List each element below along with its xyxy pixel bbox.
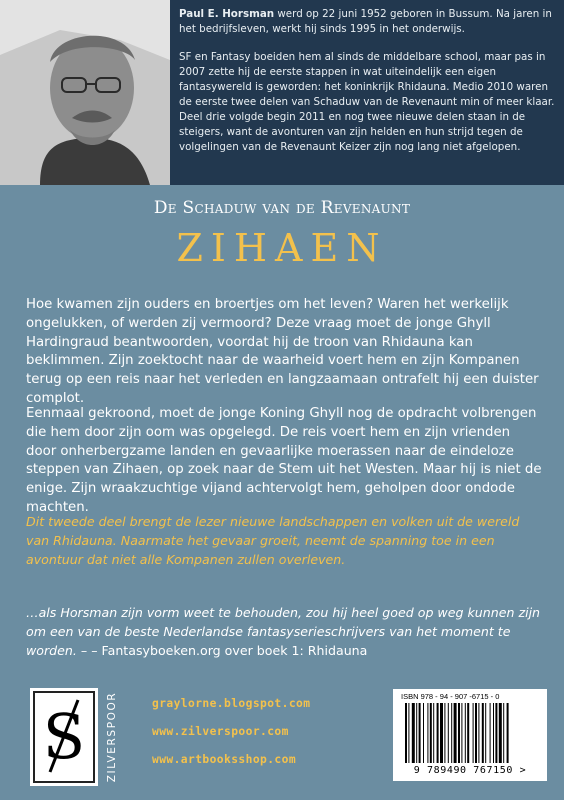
author-name: Paul E. Horsman xyxy=(179,8,275,20)
isbn-barcode-box xyxy=(393,689,547,781)
blurb-paragraph-1: Hoe kwamen zijn ouders en broertjes om het leven? Waren het werkelijk ongelukken, of werden zij vermoord? Deze vraag moet de jonge Ghyll Hardingraud beantwoorden, voordat hij de troon van Rhidauna kan beklimmen. Zijn zoektocht naar de waarheid voert hem en zijn Kompanen terug op een reis naar het verleden en langzaamaan ontrafelt hij een duister complot. xyxy=(26,297,539,406)
blurb-teaser: Dit tweede deel brengt de lezer nieuwe landschappen en volken uit de wereld van Rhidauna. Naarmate het gevaar groeit, neemt de spanning toe in een avontuur dat niet alle Kompanen zullen overleven. xyxy=(26,514,520,567)
barcode-digits: 9 789490 767150 > xyxy=(413,765,527,776)
blurb-paragraph-2: Eenmaal gekroond, moet de jonge Koning Ghyll nog de opdracht volbrengen die hem door zijn oom was opgelegd. De reis voert hem en zijn vrienden door onherbergzame landen en gevaarlijke moerassen naar de eindeloze steppen van Zihaen, op zoek naar de Stem uit het Westen. Maar hij is niet de enige. Zijn wraakzuchtige vijand achtervolgt hem, geholpen door ondode machten. xyxy=(26,406,542,515)
book-title: ZIHAEN xyxy=(176,226,388,270)
author-bio xyxy=(179,7,557,168)
review-quote xyxy=(26,604,542,660)
author-portrait-image xyxy=(0,0,170,185)
bio-paragraph-1-text: werd op 22 juni 1952 geboren in Bussum. Na jaren in het bedrijfsleven, werkt hij sinds 1995 in het onderwijs. xyxy=(179,8,552,35)
author-photo xyxy=(0,0,170,185)
isbn-label: ISBN 978 - 94 - 907 -6715 - 0 xyxy=(401,692,500,701)
review-quote-source: – – Fantasyboeken.org over boek 1: Rhidauna xyxy=(76,642,368,658)
publisher-name-text: ZILVERSPOOR xyxy=(106,691,118,783)
url-publisher[interactable]: www.zilverspoor.com xyxy=(152,725,289,738)
url-shop[interactable]: www.artbooksshop.com xyxy=(152,753,297,766)
series-title: De Schaduw van de Revenaunt xyxy=(153,198,411,218)
author-bio-band xyxy=(0,0,564,185)
barcode-icon xyxy=(405,703,537,767)
review-quote-text: …als Horsman zijn vorm weet te behouden, zou hij heel goed op weg kunnen zijn om een van de beste Nederlandse fantasyserieschrijvers van het moment te worden. xyxy=(26,605,541,658)
publisher-logo xyxy=(30,688,98,786)
bio-paragraph-1 xyxy=(179,7,557,37)
publisher-name xyxy=(104,688,120,786)
url-blog[interactable]: graylorne.blogspot.com xyxy=(152,697,311,710)
bio-paragraph-2: SF en Fantasy boeiden hem al sinds de middelbare school, maar pas in 2007 zette hij de eerste stappen in wat uiteindelijk een eigen fantasywereld is geworden: het koninkrijk Rhidauna. Medio 2010 waren de eerste twee delen van Schaduw van de Revenaunt min of meer klaar. Deel drie volgde begin 2011 en nog twee nieuwe delen staan in de steigers, want de avonturen van zijn helden en hun strijd tegen de volgelingen van de Revenaunt Keizer zijn nog lang niet afgelopen. xyxy=(179,51,555,153)
publisher-logo-letter: S xyxy=(42,700,86,773)
